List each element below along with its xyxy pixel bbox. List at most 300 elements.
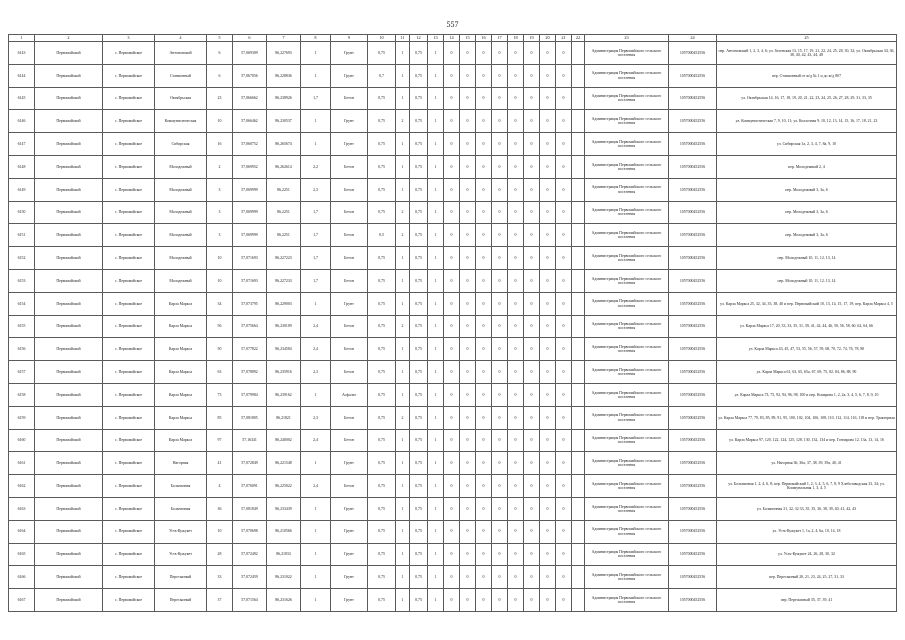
table-cell: 57,071693 — [233, 247, 267, 270]
table-cell: 6160 — [9, 429, 35, 452]
table-cell-address: ул. Карла Маркса 73, 75, 92, 94, 96, 98, 100 и пер. Комарова 1, 2, 2а, 3, 4, 5, 6, 7, 8, 9, 10 — [717, 383, 897, 406]
table-cell: 2 — [396, 110, 410, 133]
table-cell: 1057000452556 — [669, 338, 717, 361]
table-cell: 2 — [396, 201, 410, 224]
table-cell: 1 — [396, 42, 410, 65]
table-cell: 1057000452556 — [669, 520, 717, 543]
table-cell: 0 — [476, 589, 492, 612]
table-cell: 0 — [460, 566, 476, 589]
table-cell: 86,227223 — [267, 247, 301, 270]
table-cell — [572, 269, 585, 292]
table-cell: с. Первомайское — [103, 269, 155, 292]
table-cell: 86,225022 — [267, 475, 301, 498]
table-cell: 0 — [508, 178, 524, 201]
table-row — [9, 338, 897, 361]
table-cell: 86,230537 — [267, 110, 301, 133]
table-cell: 86,221548 — [267, 452, 301, 475]
table-cell: 0,75 — [410, 429, 428, 452]
table-cell: 1 — [428, 201, 444, 224]
table-cell: 3 — [207, 178, 233, 201]
table-cell: 1057000452556 — [669, 589, 717, 612]
table-cell: Молодежный — [155, 247, 207, 270]
column-header: 2 — [35, 35, 103, 42]
table-cell: 0 — [492, 475, 508, 498]
table-cell: 0 — [524, 64, 540, 87]
table-cell: 2,3 — [301, 361, 331, 384]
table-cell: Карла Маркса — [155, 361, 207, 384]
table-cell: с. Первомайское — [103, 361, 155, 384]
table-cell: 41 — [207, 452, 233, 475]
table-cell: 1 — [396, 475, 410, 498]
table-cell: 0 — [460, 452, 476, 475]
table-cell: 1 — [428, 178, 444, 201]
table-cell: 0 — [444, 247, 460, 270]
table-cell-administration: Администрация Первомайского сельского поселения — [585, 543, 669, 566]
table-cell: 0,75 — [410, 589, 428, 612]
table-cell — [572, 87, 585, 110]
table-cell: 0 — [460, 201, 476, 224]
table-cell: 0,75 — [410, 338, 428, 361]
table-cell: 1 — [428, 520, 444, 543]
table-cell: 0 — [476, 155, 492, 178]
table-cell: 0 — [524, 520, 540, 543]
table-cell: 86,265674 — [267, 133, 301, 156]
table-cell: 0 — [556, 520, 572, 543]
table-cell: 0 — [444, 201, 460, 224]
table-cell: 86,227693 — [267, 42, 301, 65]
table-cell: 86,210566 — [267, 520, 301, 543]
table-cell: 0 — [444, 178, 460, 201]
table-cell: 86,21833 — [267, 543, 301, 566]
table-cell: Бетон — [331, 87, 368, 110]
table-cell: 1 — [301, 42, 331, 65]
table-cell: 0 — [476, 543, 492, 566]
table-cell: 0,75 — [410, 406, 428, 429]
table-cell: Первомайский — [35, 338, 103, 361]
table-cell: 0 — [492, 361, 508, 384]
table-cell: 0 — [508, 475, 524, 498]
table-cell: Первомайский — [35, 201, 103, 224]
table-cell: 1 — [301, 589, 331, 612]
table-cell: 10 — [207, 110, 233, 133]
table-cell: 0 — [460, 155, 476, 178]
table-cell: Станионный — [155, 64, 207, 87]
table-cell: 0 — [476, 269, 492, 292]
table-cell: Карла Маркса — [155, 383, 207, 406]
table-cell: 0,7 — [368, 64, 396, 87]
table-cell: 1 — [428, 361, 444, 384]
table-cell: 4 — [207, 475, 233, 498]
table-cell: 0,5 — [368, 224, 396, 247]
table-cell-administration: Администрация Первомайского сельского поселения — [585, 42, 669, 65]
table-cell: 1 — [301, 292, 331, 315]
table-row — [9, 247, 897, 270]
table-cell: 0 — [444, 315, 460, 338]
table-cell: 0 — [540, 589, 556, 612]
table-cell: Бетон — [331, 224, 368, 247]
table-cell-address: ул. Больничная 1, 2, 4, 6, 8; пер. Первомайский 1, 2, 3, 4, 5, 6, 7, 8, 9 Хлебозаводская 33, 34; ул. Коммунальная 1, 3, 4, 5 — [717, 475, 897, 498]
column-header: 21 — [556, 35, 572, 42]
table-cell: 57,071693 — [233, 269, 267, 292]
table-cell: 0 — [524, 224, 540, 247]
table-cell: 0 — [444, 155, 460, 178]
table-cell: 0 — [444, 133, 460, 156]
table-cell: 0 — [524, 178, 540, 201]
table-cell: 0 — [524, 475, 540, 498]
table-cell: 0 — [540, 429, 556, 452]
column-header: 11 — [396, 35, 410, 42]
table-cell: 57,072459 — [233, 566, 267, 589]
table-cell — [572, 475, 585, 498]
table-cell: 0 — [444, 110, 460, 133]
table-cell: 0,75 — [368, 269, 396, 292]
table-cell-administration: Администрация Первомайского сельского поселения — [585, 566, 669, 589]
column-header: 13 — [428, 35, 444, 42]
table-cell: 1057000452556 — [669, 87, 717, 110]
table-cell: 0 — [540, 452, 556, 475]
table-cell: 0 — [524, 497, 540, 520]
table-cell: 0,75 — [368, 520, 396, 543]
table-cell: 6155 — [9, 315, 35, 338]
table-cell: 0 — [492, 429, 508, 452]
table-cell-administration: Администрация Первомайского сельского поселения — [585, 338, 669, 361]
table-cell: Первомайский — [35, 224, 103, 247]
table-cell: 0 — [556, 64, 572, 87]
table-cell: Пересыпный — [155, 589, 207, 612]
table-cell: 86,229003 — [267, 292, 301, 315]
table-cell: 0 — [524, 133, 540, 156]
table-row — [9, 292, 897, 315]
table-cell: Бетон — [331, 475, 368, 498]
table-cell: Бетон — [331, 338, 368, 361]
table-cell: 1 — [396, 247, 410, 270]
column-header: 17 — [492, 35, 508, 42]
table-cell: с. Первомайское — [103, 406, 155, 429]
table-cell: 1 — [301, 64, 331, 87]
table-row — [9, 201, 897, 224]
table-cell: 1057000452556 — [669, 201, 717, 224]
table-cell: 86,21821 — [267, 406, 301, 429]
table-cell — [572, 133, 585, 156]
table-cell: с. Первомайское — [103, 133, 155, 156]
table-cell: 6 — [207, 64, 233, 87]
table-cell: 0 — [492, 269, 508, 292]
table-cell: 3 — [207, 224, 233, 247]
table-cell: 0 — [460, 361, 476, 384]
table-cell: 0,75 — [410, 383, 428, 406]
table-cell: 2,3 — [301, 178, 331, 201]
table-cell: 0 — [460, 520, 476, 543]
table-cell: 1 — [396, 155, 410, 178]
table-cell: 2 — [207, 155, 233, 178]
table-cell — [572, 201, 585, 224]
table-cell-administration: Администрация Первомайского сельского поселения — [585, 178, 669, 201]
table-cell: 86,2251 — [267, 224, 301, 247]
table-cell: 0 — [476, 383, 492, 406]
table-cell-address: ул. Октябрьская 14, 16, 17, 18, 19, 20, 21, 22, 23, 24, 25, 26, 27, 28, 29, 31, 33, 35 — [717, 87, 897, 110]
table-cell — [572, 247, 585, 270]
table-cell: 86,2251 — [267, 201, 301, 224]
table-cell: Первомайский — [35, 315, 103, 338]
table-cell: 0 — [556, 247, 572, 270]
table-cell: 0,75 — [368, 201, 396, 224]
table-cell: 0,75 — [368, 178, 396, 201]
table-cell: 1057000452556 — [669, 155, 717, 178]
table-cell: 1057000452556 — [669, 566, 717, 589]
table-cell: 0 — [444, 520, 460, 543]
table-cell: 0 — [556, 224, 572, 247]
table-cell: Бетон — [331, 429, 368, 452]
table-cell: Молодежный — [155, 201, 207, 224]
table-cell: 0 — [476, 110, 492, 133]
table-cell: 0 — [524, 292, 540, 315]
table-cell: 85 — [207, 406, 233, 429]
table-cell-address: ул. Усть-Кужукет 1, 1а, 2, 4, 6а, 10, 14, 18 — [717, 520, 897, 543]
table-cell: 1057000452556 — [669, 361, 717, 384]
table-cell: 0 — [508, 42, 524, 65]
table-cell: Первомайский — [35, 520, 103, 543]
table-cell: 0 — [540, 269, 556, 292]
table-cell: 0 — [508, 406, 524, 429]
table-cell: Бетон — [331, 247, 368, 270]
table-cell: 0 — [556, 155, 572, 178]
table-cell-address: ул. Карла Маркса 61, 63, 65, 65а, 67, 69, 75, 82, 84, 86, 88, 90 — [717, 361, 897, 384]
table-cell: 0 — [444, 566, 460, 589]
column-header: 25 — [717, 35, 897, 42]
table-cell: 0 — [524, 452, 540, 475]
table-cell: 0 — [444, 87, 460, 110]
table-cell: 57,069999 — [233, 201, 267, 224]
table-row — [9, 315, 897, 338]
table-cell: с. Первомайское — [103, 566, 155, 589]
table-cell: 6161 — [9, 452, 35, 475]
table-cell: 0 — [508, 589, 524, 612]
table-cell: 0 — [492, 406, 508, 429]
table-cell: 0 — [540, 42, 556, 65]
table-cell: 0 — [460, 497, 476, 520]
table-cell: 0 — [492, 133, 508, 156]
table-cell: 0 — [540, 87, 556, 110]
column-header: 23 — [585, 35, 669, 42]
table-cell: 1,7 — [301, 224, 331, 247]
table-cell: 0 — [524, 201, 540, 224]
table-cell: 0,75 — [410, 247, 428, 270]
table-cell: 0 — [476, 178, 492, 201]
table-cell: 2,4 — [301, 429, 331, 452]
table-cell: 0 — [508, 247, 524, 270]
table-cell: 33 — [207, 566, 233, 589]
table-cell: 1057000452556 — [669, 64, 717, 87]
table-cell: 1 — [428, 269, 444, 292]
table-cell: 0 — [460, 87, 476, 110]
table-cell-address: ул. Карла Маркса 25, 32, 34, 35, 38, 40 и пер. Первомайский 10, 13, 14, 15, 17, 19; пер. Карла Маркса 4, 5 — [717, 292, 897, 315]
column-header: 24 — [669, 35, 717, 42]
table-cell: 1 — [396, 520, 410, 543]
table-cell: 57,069999 — [233, 224, 267, 247]
table-cell: 1057000452556 — [669, 224, 717, 247]
table-cell: 57,077822 — [233, 338, 267, 361]
table-cell: 0 — [508, 338, 524, 361]
table-cell: 0,75 — [410, 292, 428, 315]
table-cell: Грунт — [331, 543, 368, 566]
column-header: 5 — [207, 35, 233, 42]
table-cell: 0 — [540, 155, 556, 178]
table-cell: 0 — [444, 497, 460, 520]
table-cell: 0 — [524, 338, 540, 361]
table-cell: 1 — [428, 42, 444, 65]
table-cell: 1057000452556 — [669, 269, 717, 292]
table-cell-address: ул. Коммунистическая 7, 9, 10, 11; ул. Колхозная 9, 10, 12, 13, 14, 15, 16, 17, 18, 21, 23 — [717, 110, 897, 133]
table-cell: 1 — [428, 315, 444, 338]
table-cell: 1 — [428, 292, 444, 315]
table-cell: 0 — [444, 292, 460, 315]
table-cell: Бетон — [331, 178, 368, 201]
column-header: 18 — [508, 35, 524, 42]
table-row — [9, 64, 897, 87]
table-cell-address: ул. Нагорная 36, 36а, 37, 38, 39, 39а, 40, 41 — [717, 452, 897, 475]
table-cell-address: пер. Станионный от ж/д № 1 и до ж/д 807 — [717, 64, 897, 87]
table-cell: с. Первомайское — [103, 338, 155, 361]
table-cell: с. Первомайское — [103, 497, 155, 520]
table-cell: 0 — [492, 589, 508, 612]
column-header: 12 — [410, 35, 428, 42]
table-cell: 0 — [492, 497, 508, 520]
table-cell: 6166 — [9, 566, 35, 589]
table-cell: 0 — [540, 247, 556, 270]
table-cell: 1 — [301, 133, 331, 156]
table-cell: 0,75 — [410, 543, 428, 566]
table-cell: 0 — [540, 64, 556, 87]
table-cell: Первомайский — [35, 406, 103, 429]
table-cell: 0 — [556, 315, 572, 338]
table-cell: 86,235916 — [267, 361, 301, 384]
table-cell — [572, 589, 585, 612]
table-cell-address: пер. Молодежный 3, 3а, 6 — [717, 224, 897, 247]
table-cell: 3 — [207, 201, 233, 224]
table-cell: 1057000452556 — [669, 406, 717, 429]
table-row — [9, 452, 897, 475]
table-cell: 0 — [476, 566, 492, 589]
table-cell: Молодежный — [155, 178, 207, 201]
table-cell: 6153 — [9, 269, 35, 292]
table-cell: 0 — [540, 361, 556, 384]
table-cell: 0,75 — [410, 566, 428, 589]
table-row — [9, 497, 897, 520]
table-cell: 6167 — [9, 589, 35, 612]
table-cell: Первомайский — [35, 543, 103, 566]
table-cell-address: пер. Молодежный 10, 11, 12, 13, 14 — [717, 269, 897, 292]
table-cell: 0 — [444, 42, 460, 65]
table-cell: 57,072849 — [233, 452, 267, 475]
table-cell: 2,4 — [301, 338, 331, 361]
table-cell-administration: Администрация Первомайского сельского поселения — [585, 247, 669, 270]
table-cell: 0 — [556, 452, 572, 475]
table-cell: 36 — [207, 497, 233, 520]
table-cell: 0 — [444, 589, 460, 612]
table-cell-administration: Администрация Первомайского сельского поселения — [585, 64, 669, 87]
table-cell: 1 — [428, 429, 444, 452]
table-cell: 0 — [556, 42, 572, 65]
table-cell-address: пер. Молодежный 3, 3а, 6 — [717, 201, 897, 224]
table-cell: 57,069952 — [233, 155, 267, 178]
table-cell: 0 — [556, 110, 572, 133]
table-cell: Первомайский — [35, 429, 103, 452]
table-cell: с. Первомайское — [103, 110, 155, 133]
column-header: 8 — [301, 35, 331, 42]
table-cell: 1 — [396, 543, 410, 566]
table-cell: 0 — [492, 201, 508, 224]
table-cell: 0,75 — [368, 133, 396, 156]
table-cell: 0 — [492, 543, 508, 566]
table-cell: 0 — [524, 42, 540, 65]
table-cell: Молодежный — [155, 269, 207, 292]
table-cell: 37 — [207, 589, 233, 612]
table-cell: 50 — [207, 338, 233, 361]
table-cell: 0 — [460, 42, 476, 65]
table-cell: 0 — [556, 269, 572, 292]
table-cell: Карла Маркса — [155, 406, 207, 429]
table-cell: Больничная — [155, 497, 207, 520]
table-cell: Бетон — [331, 201, 368, 224]
table-cell: с. Первомайское — [103, 383, 155, 406]
table-cell: 0 — [492, 87, 508, 110]
table-cell: 1 — [301, 383, 331, 406]
table-cell: 0 — [444, 361, 460, 384]
table-cell: 0 — [492, 155, 508, 178]
table-cell: 10 — [207, 269, 233, 292]
table-cell-address: ул. Больничная 31, 32, 32 33, 35, 35, 36, 38, 39, 40, 41, 42, 43 — [717, 497, 897, 520]
table-cell: 1057000452556 — [669, 475, 717, 498]
table-cell: 57,076091 — [233, 475, 267, 498]
register-table-body — [9, 35, 897, 612]
table-cell: 0 — [508, 543, 524, 566]
table-cell — [572, 292, 585, 315]
table-cell: 0 — [540, 178, 556, 201]
table-cell: 0,75 — [368, 155, 396, 178]
table-cell — [572, 566, 585, 589]
table-cell-administration: Администрация Первомайского сельского поселения — [585, 292, 669, 315]
table-cell: 1057000452556 — [669, 452, 717, 475]
table-cell: 0 — [492, 292, 508, 315]
column-header: 20 — [540, 35, 556, 42]
table-cell: 0 — [508, 64, 524, 87]
table-cell: с. Первомайское — [103, 589, 155, 612]
table-cell: с. Первомайское — [103, 520, 155, 543]
table-cell-address: пер. Молодежный 10, 11, 12, 13, 14 — [717, 247, 897, 270]
table-row — [9, 361, 897, 384]
table-cell: 86,262614 — [267, 155, 301, 178]
table-cell-administration: Администрация Первомайского сельского поселения — [585, 452, 669, 475]
register-table — [8, 34, 897, 612]
table-cell: 0,75 — [410, 42, 428, 65]
table-cell: 0 — [540, 543, 556, 566]
table-cell: 1 — [428, 543, 444, 566]
table-cell: 0,75 — [368, 338, 396, 361]
table-cell: 1 — [396, 87, 410, 110]
column-header: 1 — [9, 35, 35, 42]
table-cell: 0 — [540, 566, 556, 589]
table-cell: 0 — [460, 429, 476, 452]
table-cell: Первомайский — [35, 64, 103, 87]
table-cell: с. Первомайское — [103, 543, 155, 566]
table-cell: с. Первомайское — [103, 315, 155, 338]
table-cell: 0 — [476, 224, 492, 247]
table-cell: 0 — [460, 589, 476, 612]
table-cell: 2 — [396, 406, 410, 429]
table-cell: 6143 — [9, 42, 35, 65]
table-cell: с. Первомайское — [103, 87, 155, 110]
table-cell: 0 — [476, 201, 492, 224]
